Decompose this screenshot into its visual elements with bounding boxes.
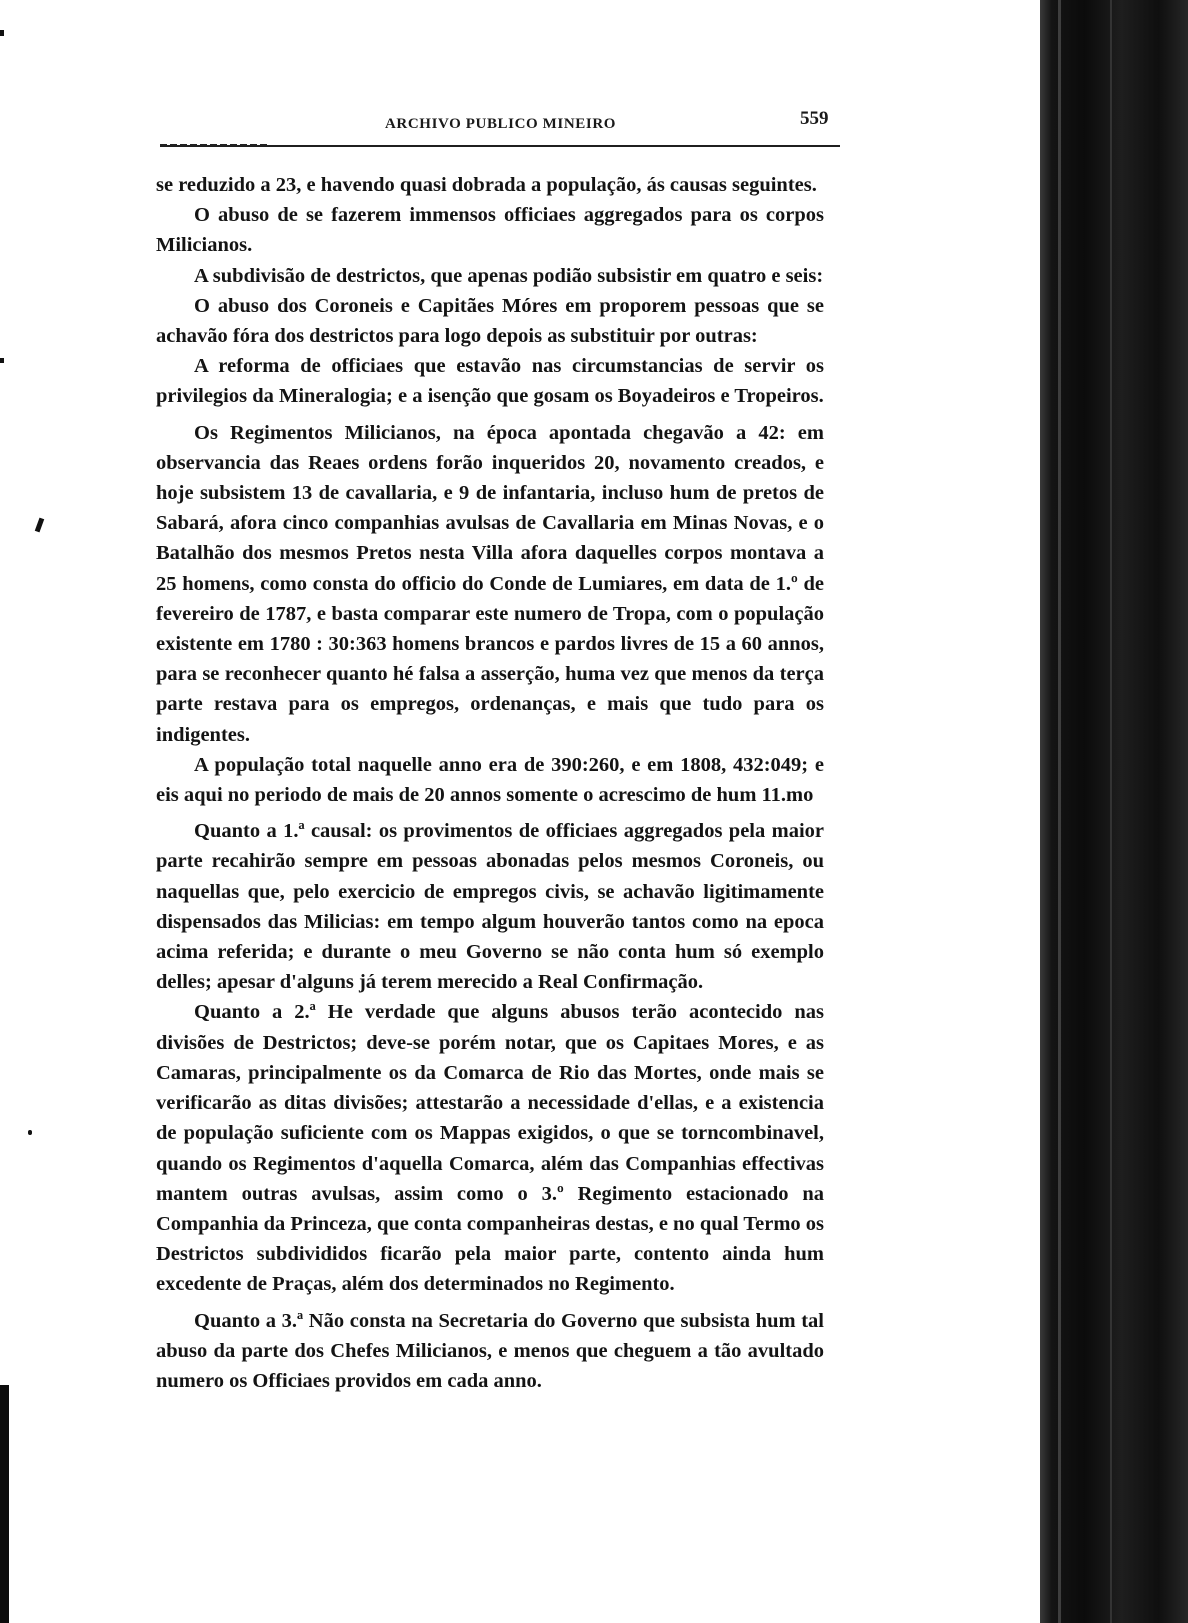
paragraph: A subdivisão de destrictos, que apenas podião subsistir em quatro e seis: [194,264,824,287]
scan-speck [0,358,4,363]
paragraph: Quanto a 1.ª causal: os provimentos de officiaes aggregados pela maior parte recahirão sempre em pessoas abonadas pelos mesmos Coroneis, ou naquellas que, pelo exercicio de empregos civis, se achavão ligitimamente dispensados das Milicias: em tempo algum houverão tantos como na epoca acima referida; e durante o meu Governo se não conta hum só exemplo delles; apesar d'alguns já terem merecido a Real Confirmação. [156,820,824,994]
page-number: 559 [800,108,829,129]
paragraph: O abuso de se fazerem immensos officiaes aggregados para os corpos Milicianos. [156,204,824,257]
header-rule-dashed [160,144,270,146]
running-header [160,108,840,140]
paragraph: se reduzido a 23, e havendo quasi dobrada a população, ás causas seguintes. [156,174,817,196]
paragraph: Os Regimentos Milicianos, na época apontada chegavão a 42: em observancia das Reaes ordens forão inqueridos 20, novamento creados, e hoje subsistem 13 de cavallaria, e 9 de infantaria, incluso hum de pretos de Sabará, afora cinco companhias avulsas de Cavallaria em Minas Novas, e o Batalhão dos mesmos Pretos nesta Villa afora daquelles corpos montava a 25 homens, como consta do officio do Conde de Lumiares, em data de 1.º de fevereiro de 1787, e basta comparar este numero de Tropa, com o população existente em 1780 : 30:363 homens brancos e pardos livres de 15 a 60 annos, para se reconhecer quanto hé falsa a asserção, huma vez que menos da terça parte restava para os empregos, ordenanças, e mais que tudo para os indigentes. [156,421,824,746]
paragraph: Quanto a 3.ª Não consta na Secretaria do Governo que subsista hum tal abuso da parte dos Chefes Milicianos, e menos que cheguem a tão avultado numero os Officiaes providos em cada anno. [156,1309,824,1392]
scan-margin-mark [0,1385,9,1623]
scan-speck [35,518,44,533]
paragraph: Quanto a 2.ª He verdade que alguns abusos terão acontecido nas divisões de Destrictos; deve-se porém notar, que os Capitaes Mores, e as Camaras, principalmente os da Comarca de Rio das Mortes, onde mais se verificarão as ditas divisões; attestarão a necessidade d'ellas, e a existencia de população suficiente com os Mappas exigidos, o que se torncombinavel, quando os Regimentos d'aquella Comarca, além das Companhias effectivas mantem outras avulsas, assim como o 3.º Regimento estacionado na Companhia da Princeza, que conta companheiras destas, e no qual Termo os Destrictos subdivididos ficarão pela maior parte, contento ainda hum excedente de Praças, além dos determinados no Regimento. [156,1001,825,1296]
scan-speck [28,1130,32,1135]
running-title: ARCHIVO PUBLICO MINEIRO [385,116,617,132]
binding-edge [1040,0,1188,1623]
paragraph: A população total naquelle anno era de 390:260, e em 1808, 432:049; e eis aqui no periodo de mais de 20 annos somente o acrescimo de hum 11.mo [156,753,824,807]
body-text [156,170,824,1396]
scan-speck [0,30,4,36]
paragraph: O abuso dos Coroneis e Capitães Móres em proporem pessoas que se achavão fóra dos destrictos para logo depois as substituir por outras: [156,294,824,348]
paragraph: A reforma de officiaes que estavão nas circumstancias de servir os privilegios da Mineralogia; e a isenção que gosam os Boyadeiros e Tropeiros. [156,355,824,408]
